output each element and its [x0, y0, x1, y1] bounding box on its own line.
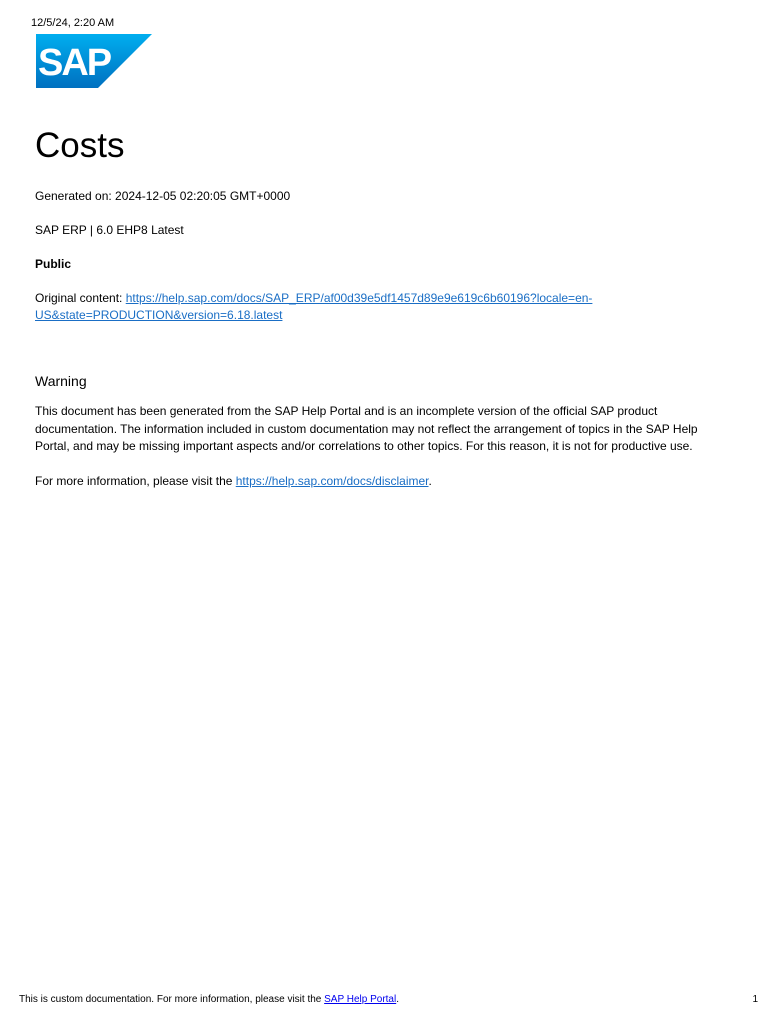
disclaimer-link[interactable]: https://help.sap.com/docs/disclaimer	[235, 473, 429, 488]
warning-heading: Warning	[35, 373, 87, 389]
visibility-label: Public	[35, 257, 72, 271]
original-content-link[interactable]: https://help.sap.com/docs/SAP_ERP/af00d39e5df1457d89e9e619c6b60196?locale=en- US&state=PRODUCTION&version=6.18.latest	[35, 291, 593, 322]
document-body	[35, 188, 725, 490]
original-content	[35, 290, 725, 324]
sap-logo-text: SAP	[38, 42, 111, 84]
print-date: 12/5/24, 2:20 AM	[31, 17, 115, 29]
warning-text: This document has been generated from the SAP Help Portal and is an incomplete version of the official SAP product documentation. The information included in custom documentation may not reflect the arrangement of topics in the SAP Help Portal, and may be missing important aspects and/or correlations to other topics. For this reason, it is not for productive use.	[35, 404, 698, 453]
sap-logo	[36, 34, 152, 88]
product-version: SAP ERP | 6.0 EHP8 Latest	[35, 223, 184, 237]
page-title: Costs	[35, 126, 125, 165]
generated-on: Generated on: 2024-12-05 02:20:05 GMT+0000	[35, 189, 291, 203]
sap-help-portal-link[interactable]: SAP Help Portal	[324, 994, 397, 1005]
page-number: 1	[752, 994, 758, 1005]
more-info: For more information, please visit the https://help.sap.com/docs/disclaimer.	[35, 473, 432, 488]
footer-text: This is custom documentation. For more information, please visit the SAP Help Portal.	[19, 994, 399, 1005]
original-content-label: Original content:	[35, 291, 126, 305]
sap-logo-graphic	[36, 34, 152, 88]
